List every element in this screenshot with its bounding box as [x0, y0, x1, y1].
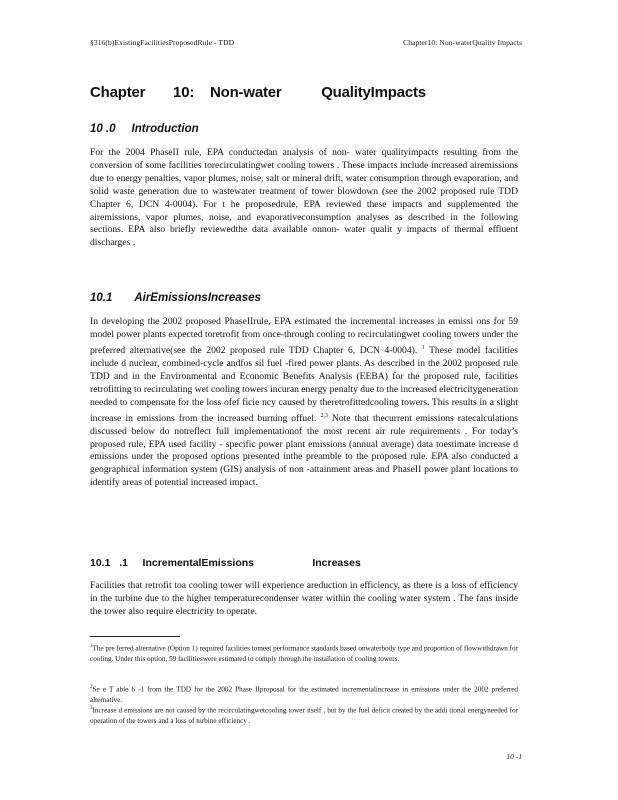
- footnote-2-mark: 2: [90, 685, 93, 690]
- section-heading-intro: 10 .0 Introduction: [90, 123, 199, 135]
- footnote-1: [90, 642, 518, 664]
- section-heading-air-emissions: 10.1 AirEmissionsIncreases: [90, 292, 261, 304]
- footnote-2-text: Se e T able 6 -1 from the TDD for the 2002 Phase IIproposal for the estimated incrementalincrease in emissions under the 2002 preferred alternative.: [90, 685, 518, 704]
- air-emissions-paragraph: [90, 316, 518, 490]
- air-emissions-text-b: These model facilities include d nuclear, combined-cycle andfos sil fuel -fired power plants. As described in the 2002 proposed rule TDD and in the Environmental and Economic Benefits Analysis (EEBA) for the proposed rule, facilities retrofitting to recirculating wet cooling towers incuran energy penalty due to the increased electricitygeneration needed to compensate for the loss ofef ficie ncy caused by theretrofittedcooling towers. This results in a slight increase in emissions from the increased burning offuel.: [90, 345, 518, 424]
- chapter-title: Chapter 10: Non-water QualityImpacts: [90, 84, 426, 101]
- footnote-1-text: The pre ferred alternative (Option 1) required facilities tomeet performance standards based onwaterbody type and proportion of flowwithdrawn for cooling. Under this option, 59 facilitieswere estimated to comply through the installation of cooling towers.: [90, 644, 519, 663]
- footnote-2: [90, 683, 518, 705]
- footnote-separator: [90, 636, 180, 637]
- page-number: 10 -1: [506, 752, 522, 761]
- footnote-ref-1[interactable]: 1: [421, 344, 425, 351]
- air-emissions-text-a: In developing the 2002 proposed PhaseIIrule, EPA estimated the incremental increases in emissi ons for 59 model power plants expected toretrofit from once-through cooling to recirculatingwet cooling towers under the preferred alternative(see the 2002 proposed rule TDD Chapter 6, DCN 4-0004).: [90, 316, 518, 356]
- incremental-emissions-paragraph: Facilities that retrofit toa cooling tower will experience areduction in efficiency, as there is a loss of efficiency in the turbine due to the higher temperaturecondenser water within the cooling water system . The fans inside the tower also require electricity to operate.: [90, 580, 518, 617]
- air-emissions-text-c: Note that thecurrent emissions ratecalculations discussed below do notreflect full implementationof the most recent air rule requirements . For today’s proposed rule, EPA used facility - specific power plant emissions (annual average) data toestimate increase d emissions under the proposed options presented inthe preamble to the proposed rule. EPA also conducted a geographical information system (GIS) analysis of non -attainment areas and PhaseII power plant locations to identify areas of potential increased impact.: [90, 412, 518, 489]
- footnote-ref-2-3[interactable]: 2,3: [320, 412, 328, 419]
- running-header-right: Chapter10: Non-waterQuality Impacts: [403, 38, 522, 47]
- footnote-3: [90, 704, 518, 726]
- footnote-3-mark: 3: [90, 706, 93, 711]
- footnote-1-mark: 1: [90, 644, 93, 649]
- running-header-left: §316(b)ExistingFacilitiesProposedRule - TDD: [90, 38, 235, 47]
- subsection-heading-incremental-emissions: 10.1 .1 IncrementalEmissions Increases: [90, 557, 361, 569]
- footnote-3-text: Increase d emissions are not caused by the recirculatingwetcooling tower itself , but by the fuel deficit created by the addi tional energyneeded for operation of the towers and a loss of turbine efficiency .: [90, 706, 518, 725]
- intro-paragraph: For the 2004 PhaseII rule, EPA conductedan analysis of non- water qualityimpacts resulting from the conversion of some facilities torecirculatingwet cooling towers . These impacts include increased airemissions due to energy penalties, vapor plumes, noise, salt or mineral drift, water consumption through evaporation, and solid waste generation due to wastewater treatment of tower blowdown (see the 2002 proposed rule TDD Chapter 6, DCN 4-0004). For t he proposedrule, EPA reviewed these impacts and supplemented the airemissions, vapor plumes, noise, and evaporativeconsumption analyses as described in the following sections. EPA also briefly reviewedthe data available onnon- water qualit y impacts of thermal effluent discharges .: [90, 147, 518, 249]
